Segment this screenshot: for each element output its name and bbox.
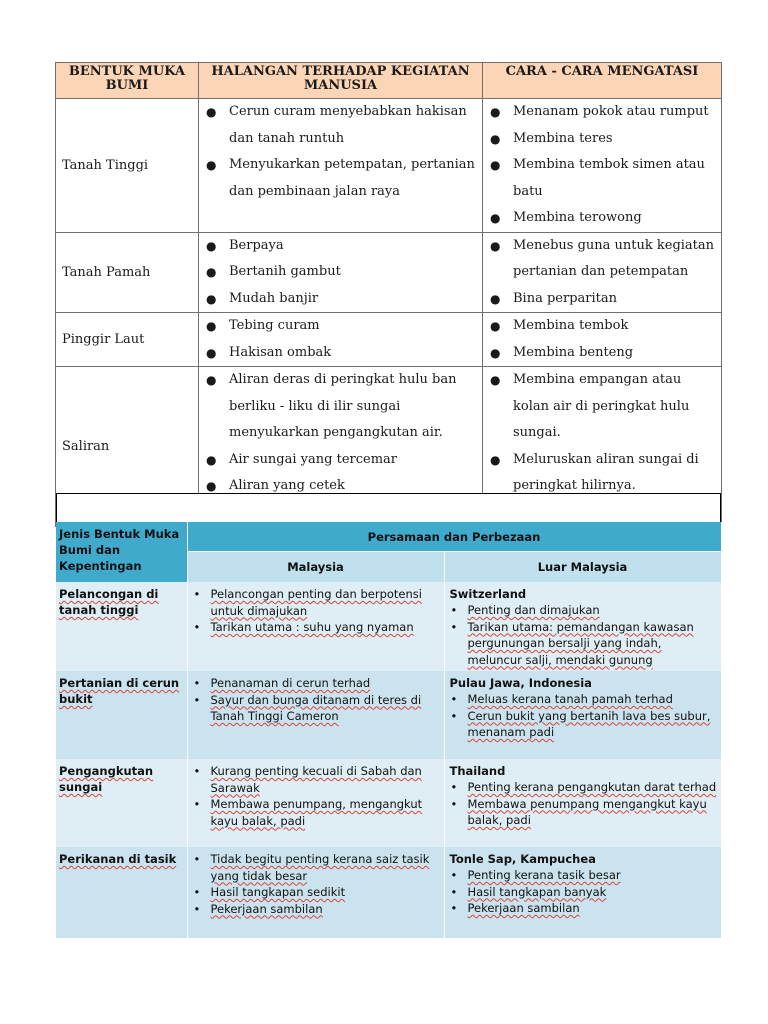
luar-item: • Penting kerana pengangkutan darat terhad xyxy=(450,779,717,796)
malaysia-item: • Penanaman di cerun terhad xyxy=(193,675,440,692)
luar-cell xyxy=(444,759,721,847)
obstacles-cell xyxy=(199,99,483,233)
malaysia-item: • Membawa penumpang, mengangkut kayu balak, padi xyxy=(193,796,440,829)
luar-item: • Cerun bukit yang bertanih lava bes subur, menanam padi xyxy=(450,708,717,741)
header-halangan: HALANGAN TERHADAP KEGIATAN MANUSIA xyxy=(199,63,483,99)
luar-cell xyxy=(444,582,721,671)
solutions-cell xyxy=(483,313,722,367)
solution-item: ● Membina teres xyxy=(483,126,721,153)
table1-row-pinggir-laut xyxy=(56,313,722,367)
malaysia-cell xyxy=(187,582,444,671)
obstacle-item: ● Cerun curam menyebabkan hakisan dan tanah runtuh xyxy=(199,99,482,152)
place-name: Pulau Jawa, Indonesia xyxy=(449,676,592,690)
solution-item: ● Membina tembok simen atau batu xyxy=(483,152,721,205)
solution-item: ● Menanam pokok atau rumput xyxy=(483,99,721,126)
solution-item: ● Membina empangan atau kolan air di peringkat hulu sungai. xyxy=(483,367,721,447)
comparison-table-wrap xyxy=(56,522,721,940)
obstacle-item: ● Mudah banjir xyxy=(199,286,482,313)
luar-item: • Meluas kerana tanah pamah terhad xyxy=(450,691,717,708)
obstacle-item: ● Aliran deras di peringkat hulu ban berliku - liku di ilir sungai menyukarkan pengangkutan air. xyxy=(199,367,482,447)
malaysia-item: • Hasil tangkapan sedikit xyxy=(193,884,440,901)
obstacle-item: ● Air sungai yang tercemar xyxy=(199,447,482,474)
table2-row-pengangkutan xyxy=(56,759,721,847)
malaysia-item: • Sayur dan bunga ditanam di teres di Tanah Tinggi Cameron xyxy=(193,692,440,725)
place-name: Switzerland xyxy=(449,587,527,601)
place-name: Tonle Sap, Kampuchea xyxy=(449,852,596,866)
table1-row-tanah-tinggi xyxy=(56,99,722,233)
luar-cell xyxy=(444,671,721,759)
table2-row-pertanian xyxy=(56,671,721,759)
obstacles-cell xyxy=(199,232,483,313)
luar-cell xyxy=(444,847,721,938)
table2-row-pelancongan xyxy=(56,582,721,671)
landform-cell: Tanah Tinggi xyxy=(56,99,199,233)
comparison-table xyxy=(56,522,722,938)
malaysia-cell xyxy=(187,671,444,759)
header-cara-mengatasi: CARA - CARA MENGATASI xyxy=(483,63,722,99)
table1-row-tanah-pamah xyxy=(56,232,722,313)
landform-cell: Pinggir Laut xyxy=(56,313,199,367)
obstacle-item: ● Berpaya xyxy=(199,233,482,260)
table1-header-row xyxy=(56,63,722,99)
header-luar-malaysia: Luar Malaysia xyxy=(444,552,721,583)
solution-item: ● Bina perparitan xyxy=(483,286,721,313)
malaysia-item: • Kurang penting kecuali di Sabah dan Sarawak xyxy=(193,763,440,796)
malaysia-item: • Tarikan utama : suhu yang nyaman xyxy=(193,619,440,636)
obstacle-item: ● Menyukarkan petempatan, pertanian dan pembinaan jalan raya xyxy=(199,152,482,205)
obstacle-item: ● Aliran yang cetek xyxy=(199,473,482,500)
malaysia-item: • Pelancongan penting dan berpotensi untuk dimajukan xyxy=(193,586,440,619)
header-malaysia: Malaysia xyxy=(187,552,444,583)
luar-item: • Hasil tangkapan banyak xyxy=(450,884,717,901)
place-name: Thailand xyxy=(449,764,506,778)
landform-cell: Saliran xyxy=(56,367,199,527)
solution-item: ● Membina tembok xyxy=(483,313,721,340)
malaysia-cell xyxy=(187,847,444,938)
solution-item: ● Membina benteng xyxy=(483,340,721,367)
header-persamaan: Persamaan dan Perbezaan xyxy=(187,522,721,552)
luar-item: • Tarikan utama: pemandangan kawasan pergunungan bersalji yang indah, meluncur salji, mendaki gunung xyxy=(450,619,717,669)
obstacle-item: ● Hakisan ombak xyxy=(199,340,482,367)
solutions-cell xyxy=(483,99,722,233)
table2-row-perikanan xyxy=(56,847,721,938)
landform-cell: Tanah Pamah xyxy=(56,232,199,313)
solutions-cell xyxy=(483,232,722,313)
table2-header-row xyxy=(56,522,721,552)
solution-item: ● Membina terowong xyxy=(483,205,721,232)
jenis-cell: Pertanian di cerun bukit xyxy=(56,671,187,759)
malaysia-item: • Pekerjaan sambilan xyxy=(193,901,440,918)
obstacle-item: ● Tebing curam xyxy=(199,313,482,340)
obstacle-item: ● Bertanih gambut xyxy=(199,259,482,286)
solution-item: ● Menebus guna untuk kegiatan pertanian dan petempatan xyxy=(483,233,721,286)
luar-item: • Membawa penumpang mengangkut kayu balak, padi xyxy=(450,796,717,829)
obstacles-cell xyxy=(199,313,483,367)
solution-item: ● Meluruskan aliran sungai di peringkat hilirnya. xyxy=(483,447,721,500)
landform-obstacles-table xyxy=(55,62,722,527)
jenis-cell: Pengangkutan sungai xyxy=(56,759,187,847)
malaysia-cell xyxy=(187,759,444,847)
malaysia-item: • Tidak begitu penting kerana saiz tasik yang tidak besar xyxy=(193,851,440,884)
luar-item: • Penting dan dimajukan xyxy=(450,602,717,619)
header-jenis: Jenis Bentuk Muka Bumi dan Kepentingan xyxy=(56,522,187,582)
header-bentuk-muka-bumi: BENTUK MUKA BUMI xyxy=(56,63,199,99)
jenis-cell: Perikanan di tasik xyxy=(56,847,187,938)
luar-item: • Penting kerana tasik besar xyxy=(450,867,717,884)
jenis-cell: Pelancongan di tanah tinggi xyxy=(56,582,187,671)
luar-item: • Pekerjaan sambilan xyxy=(450,900,717,917)
